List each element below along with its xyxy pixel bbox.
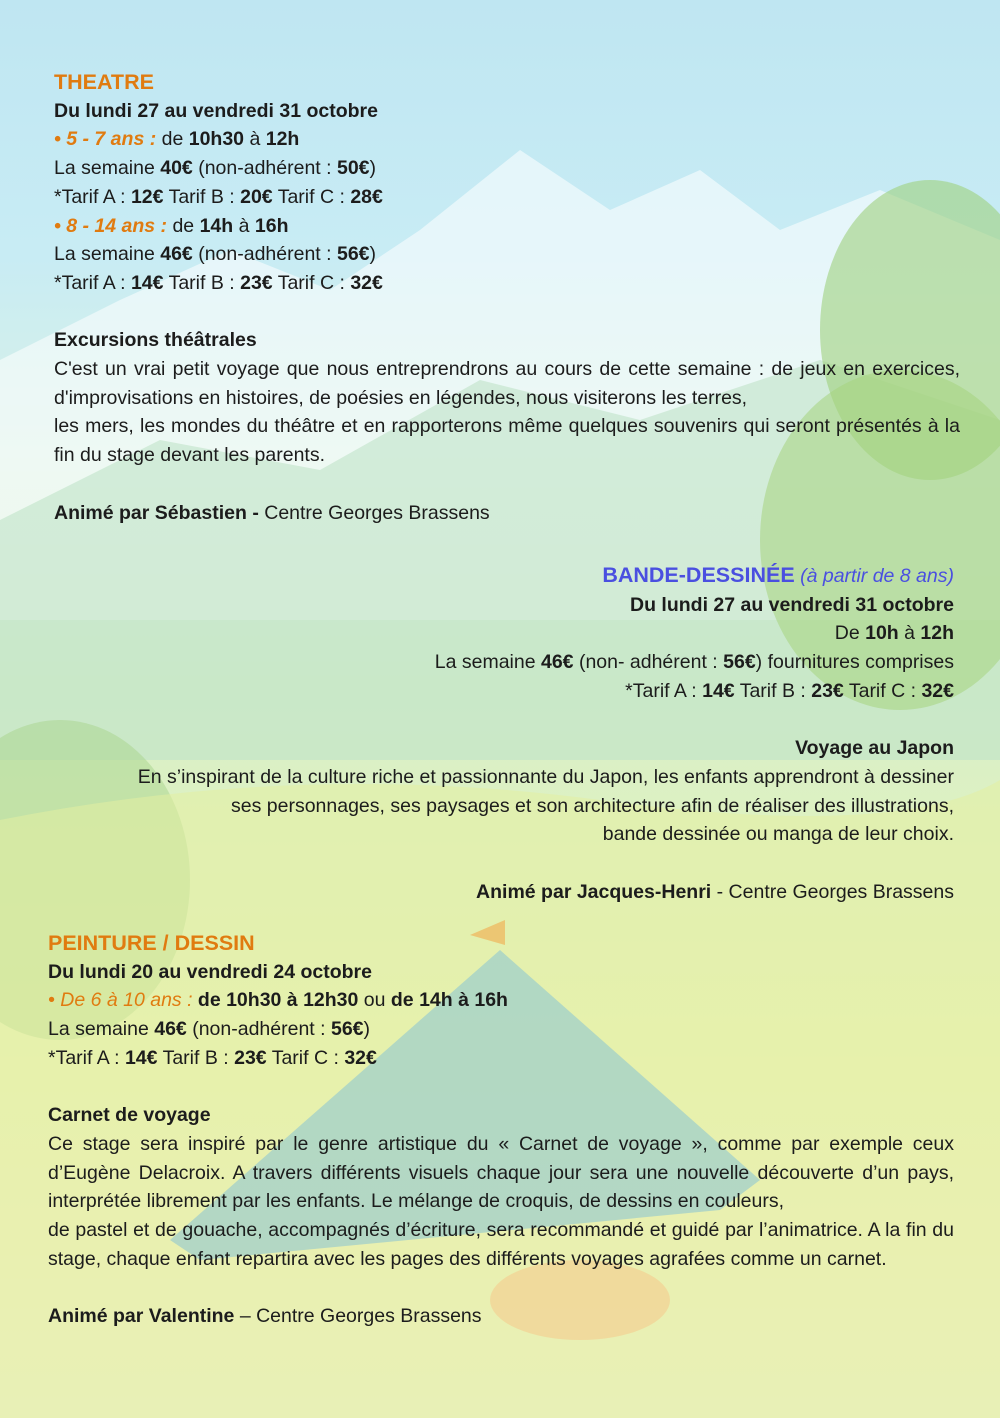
peinture-tarifs [48, 1044, 954, 1073]
tarif-a: 14€ [124, 1046, 158, 1069]
bd-description-2: ses personnages, ses paysages et son architecture afin de réaliser des illustrations, [231, 794, 954, 817]
bd-description-1: En s’inspirant de la culture riche et passionnante du Japon, les enfants apprendront à dessiner [137, 765, 954, 788]
tarif-b: 23€ [240, 271, 273, 294]
week-price: 46€ [160, 243, 193, 266]
bd-animator: Animé par Jacques-Henri [476, 880, 712, 903]
tarif-a: 12€ [130, 185, 164, 208]
tarif-b: 23€ [234, 1046, 267, 1069]
tarif-b-label: Tarif B : [157, 1046, 235, 1069]
bd-dates: Du lundi 27 au vendredi 31 octobre [630, 593, 954, 616]
tarif-c: 32€ [921, 679, 954, 702]
peinture-title: PEINTURE / DESSIN [48, 931, 255, 955]
theatre-group1 [54, 125, 960, 154]
bd-title: BANDE-DESSINÉE [602, 563, 795, 587]
tarif-c-label: Tarif C : [843, 679, 922, 702]
theatre-group2-start: 14h [199, 214, 234, 237]
tarif-b-label: Tarif B : [734, 679, 812, 702]
bd-section [46, 561, 954, 906]
week-label: La semaine [434, 651, 541, 674]
theatre-animator-line [54, 499, 960, 528]
theatre-group2-age: • 8 - 14 ans : [54, 214, 168, 237]
nonadh-label: (non-adhérent : [186, 1018, 331, 1041]
theatre-title: THEATRE [54, 70, 154, 94]
peinture-group [48, 986, 954, 1015]
week-price: 46€ [154, 1018, 187, 1041]
bd-hours-a: à [898, 622, 921, 645]
theatre-description-2: les mers, les mondes du théâtre et en rapporterons même quelques souvenirs qui seront présentés à la fin du stage devant les parents. [54, 415, 960, 467]
tarif-b: 20€ [240, 185, 273, 208]
peinture-slot1: de 10h30 à 12h30 [192, 989, 359, 1012]
peinture-subtitle: Carnet de voyage [48, 1104, 211, 1127]
nonadh-price: 56€ [723, 651, 756, 674]
theatre-dates: Du lundi 27 au vendredi 31 octobre [54, 99, 378, 122]
theatre-group1-a: à [244, 128, 266, 151]
peinture-dates: Du lundi 20 au vendredi 24 octobre [48, 960, 372, 983]
peinture-section [48, 929, 954, 1331]
peinture-group-age: • De 6 à 10 ans : [48, 989, 193, 1012]
close-paren: ) [369, 157, 377, 180]
peinture-description-2: de pastel et de gouache, accompagnés d’écriture, sera recommandé et guidé par l’animatrice. A la fin du stage, chaque enfant repartira avec les pages des différents voyages agrafées comme un carnet. [48, 1219, 954, 1270]
bd-description-3: bande dessinée ou manga de leur choix. [602, 823, 954, 846]
tarif-a-label: *Tarif A : [54, 185, 131, 208]
bd-place: - Centre Georges Brassens [711, 880, 954, 903]
week-label: La semaine [54, 243, 161, 266]
close-paren: ) [369, 243, 377, 266]
nonadh-price: 50€ [336, 157, 370, 180]
peinture-description-1: Ce stage sera inspiré par le genre artistique du « Carnet de voyage », comme par exemple ceux d’Eugène Delacroix. A travers différents visuels chaque jour sera une nouvelle découverte d’un pays, interprétée librement par les enfants. Le mélange de croquis, de dessins en couleurs, [48, 1132, 954, 1213]
tarif-b-label: Tarif B : [163, 271, 241, 294]
theatre-group2-week [54, 240, 960, 269]
peinture-animator-line [48, 1302, 954, 1331]
theatre-group1-week [54, 154, 960, 183]
tarif-a-label: *Tarif A : [625, 679, 703, 702]
tarif-c-label: Tarif C : [272, 271, 351, 294]
tarif-c: 28€ [350, 185, 383, 208]
theatre-group2-tarifs [54, 269, 960, 298]
bd-subtitle: Voyage au Japon [795, 737, 954, 760]
theatre-group1-de: de [156, 128, 189, 151]
week-label: La semaine [48, 1018, 155, 1041]
nonadh-price: 56€ [336, 243, 370, 266]
tarif-a-label: *Tarif A : [54, 271, 131, 294]
bd-animator-line [46, 878, 954, 907]
nonadh-price: 56€ [330, 1018, 364, 1041]
bd-tarifs [46, 677, 954, 706]
nonadh-label: (non-adhérent : [192, 157, 337, 180]
week-label: La semaine [54, 157, 161, 180]
theatre-group1-end: 12h [265, 128, 300, 151]
bd-title-line [46, 561, 954, 591]
theatre-place: Centre Georges Brassens [258, 501, 490, 524]
theatre-group2-end: 16h [254, 214, 289, 237]
theatre-group2-a: à [233, 214, 255, 237]
tarif-c-label: Tarif C : [266, 1046, 345, 1069]
peinture-slot2: de 14h à 16h [390, 989, 508, 1012]
bd-hours-end: 12h [920, 622, 954, 645]
theatre-group1-start: 10h30 [188, 128, 245, 151]
theatre-animator: Animé par Sébastien - [54, 501, 259, 524]
tarif-a: 14€ [702, 679, 735, 702]
bd-age-note: (à partir de 8 ans) [794, 565, 954, 587]
bd-hours [46, 619, 954, 648]
bd-hours-start: 10h [865, 622, 899, 645]
tarif-b: 23€ [811, 679, 844, 702]
theatre-group1-tarifs [54, 183, 960, 212]
close-paren: ) fournitures comprises [755, 651, 954, 674]
week-price: 46€ [540, 651, 574, 674]
bd-hours-de: De [834, 622, 866, 645]
tarif-c-label: Tarif C : [272, 185, 351, 208]
tarif-a: 14€ [130, 271, 164, 294]
close-paren: ) [363, 1018, 371, 1041]
tarif-c: 32€ [344, 1046, 377, 1069]
peinture-ou: ou [358, 989, 391, 1012]
nonadh-label: (non-adhérent : [192, 243, 337, 266]
theatre-description-1: C'est un vrai petit voyage que nous entreprendrons au cours de cette semaine : de jeux en exercices, d'improvisations en histoires, de poésies en légendes, nous visiterons les terres, [54, 358, 960, 409]
theatre-section [54, 68, 960, 527]
week-price: 40€ [160, 157, 193, 180]
nonadh-label: (non- adhérent : [573, 651, 724, 674]
theatre-group1-age: • 5 - 7 ans : [54, 128, 157, 151]
tarif-a-label: *Tarif A : [48, 1046, 125, 1069]
theatre-group2-de: de [167, 214, 200, 237]
theatre-group2 [54, 212, 960, 241]
tarif-b-label: Tarif B : [163, 185, 241, 208]
peinture-place: – Centre Georges Brassens [234, 1305, 482, 1328]
theatre-subtitle: Excursions théâtrales [54, 329, 257, 352]
bd-week [46, 648, 954, 677]
peinture-animator: Animé par Valentine [48, 1305, 235, 1328]
tarif-c: 32€ [350, 271, 383, 294]
peinture-week [48, 1015, 954, 1044]
